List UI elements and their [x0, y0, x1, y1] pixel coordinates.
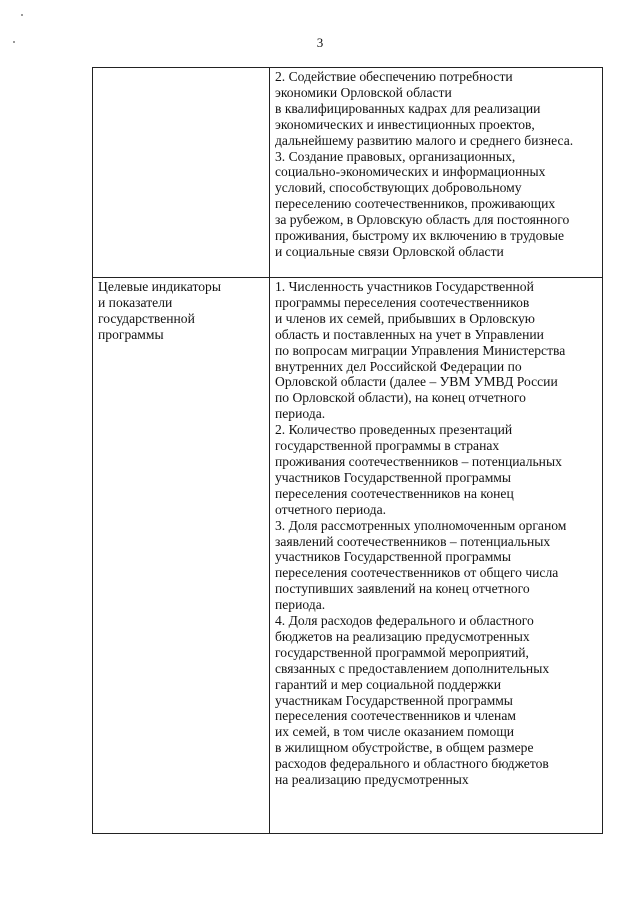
- scan-speck: [21, 14, 23, 16]
- text-line: по вопросам миграции Управления Министерства: [275, 342, 566, 358]
- text-line: условий, способствующих добровольному: [275, 180, 522, 196]
- text-line: отчетного периода.: [275, 501, 387, 517]
- text-line: Целевые индикаторы: [98, 279, 221, 294]
- text-line: периода.: [275, 406, 326, 422]
- text-line: на реализацию предусмотренных: [275, 772, 469, 788]
- text-line: социально-экономических и информационных: [275, 164, 546, 180]
- text-line: бюджетов на реализацию предусмотренных: [275, 628, 530, 644]
- table-row-target-indicators: [93, 278, 603, 834]
- text-line: участников Государственной программы: [275, 549, 512, 565]
- text-line: за рубежом, в Орловскую область для постоянного: [275, 212, 570, 228]
- row-content-cell: [270, 68, 603, 278]
- program-passport-table: [92, 67, 603, 834]
- text-line: экономики Орловской области: [275, 84, 452, 100]
- text-line: государственной: [98, 310, 195, 326]
- text-line: связанных с предоставлением дополнительных: [275, 660, 550, 676]
- text-line: 1. Численность участников Государственной: [275, 279, 534, 294]
- page-number: 3: [316, 35, 324, 50]
- text-line: 2. Содействие обеспечению потребности: [275, 69, 513, 84]
- row-label-cell: [93, 278, 270, 834]
- text-line: государственной программы в странах: [275, 438, 500, 454]
- text-line: переселения соотечественников и членам: [275, 708, 516, 724]
- text-line: заявлений соотечественников – потенциальных: [275, 533, 551, 549]
- text-line: периода.: [275, 597, 326, 613]
- text-line: расходов федерального и областного бюджетов: [275, 756, 549, 772]
- text-line: гарантий и мер социальной поддержки: [275, 676, 501, 692]
- text-line: 4. Доля расходов федерального и областного: [275, 613, 534, 629]
- text-line: переселения соотечественников от общего числа: [275, 565, 559, 581]
- text-line: область и поставленных на учет в Управлении: [275, 326, 544, 342]
- text-line: 3. Создание правовых, организационных,: [275, 148, 516, 164]
- text-line: программы: [98, 326, 164, 342]
- text-line: 2. Количество проведенных презентаций: [275, 422, 513, 438]
- text-line: Орловской области (далее – УВМ УМВД России: [275, 374, 558, 390]
- table-row-goals-continuation: [93, 68, 603, 278]
- text-line: внутренних дел Российской Федерации по: [275, 358, 522, 374]
- text-line: экономических и инвестиционных проектов,: [275, 116, 535, 132]
- text-line: дальнейшему развитию малого и среднего бизнеса.: [275, 132, 574, 148]
- text-line: переселения соотечественников на конец: [275, 485, 514, 501]
- text-line: и показатели: [98, 294, 173, 310]
- text-line: государственной программой мероприятий,: [275, 644, 529, 660]
- row-label-cell: [93, 68, 270, 278]
- text-line: участникам Государственной программы: [275, 692, 513, 708]
- text-line: 3. Доля рассмотренных уполномоченным органом: [275, 517, 567, 533]
- text-line: проживания, быстрому их включению в трудовые: [275, 228, 565, 244]
- text-line: их семей, в том числе оказанием помощи: [275, 724, 515, 740]
- text-line: программы переселения соотечественников: [275, 294, 530, 310]
- text-line: и членов их семей, прибывших в Орловскую: [275, 310, 535, 326]
- text-line: по Орловской области), на конец отчетного: [275, 390, 526, 406]
- text-line: и социальные связи Орловской области: [275, 243, 504, 259]
- row-content-cell: [270, 278, 603, 834]
- text-line: в жилищном обустройстве, в общем размере: [275, 740, 534, 756]
- text-line: проживания соотечественников – потенциальных: [275, 453, 562, 469]
- text-line: поступивших заявлений на конец отчетного: [275, 581, 530, 597]
- text-line: участников Государственной программы: [275, 469, 512, 485]
- text-line: в квалифицированных кадрах для реализации: [275, 100, 541, 116]
- text-line: переселению соотечественников, проживающих: [275, 196, 556, 212]
